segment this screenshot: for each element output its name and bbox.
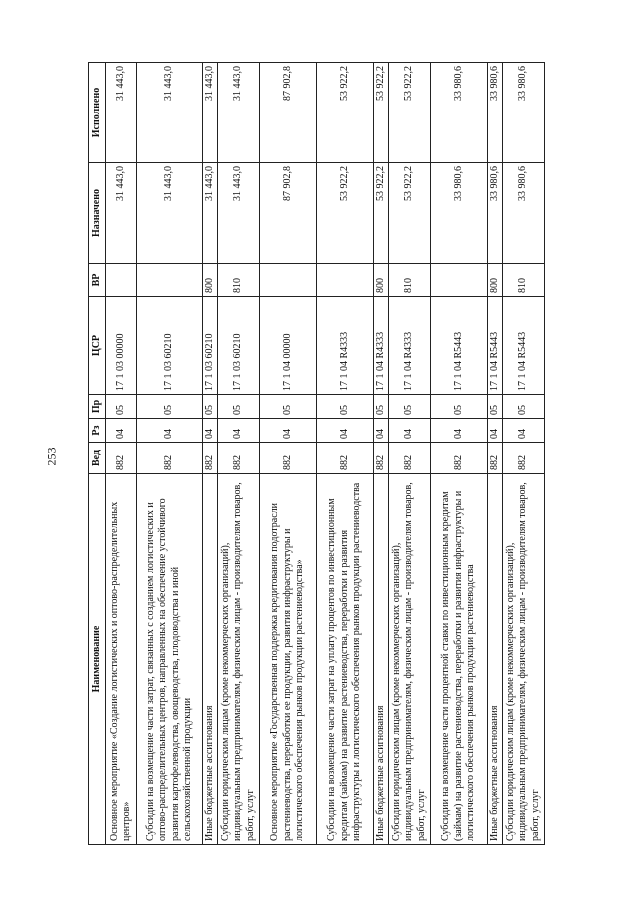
cell-ved: 882: [503, 443, 545, 474]
cell-executed: 33 980,6: [503, 63, 545, 163]
cell-csr: 17 1 03 60210: [203, 297, 218, 395]
cell-executed: 33 980,6: [488, 63, 503, 163]
cell-assigned: 31 443,0: [106, 163, 137, 264]
table-row: [503, 63, 545, 845]
cell-vr: 800: [203, 264, 218, 297]
cell-vr: [317, 264, 374, 297]
cell-pr: 05: [218, 395, 260, 419]
cell-name: Субсидии на возмещение части процентной ставки по инвестиционным кредитам (займам) на развитие растениеводства, переработки и развития инфраструктуры и логистического обеспечения рынков продукции растениеводства: [431, 474, 488, 845]
cell-name: Субсидии на возмещение части затрат, связанных с созданием логистических и оптово-распределительных центров, направленных на обеспечение устойчивого развития картофелеводства, овощеводства, плодоводства и иной сельскохозяйственной продукции: [137, 474, 203, 845]
table-row: [488, 63, 503, 845]
cell-csr: 17 1 04 R4333: [389, 297, 431, 395]
cell-csr: 17 1 03 00000: [106, 297, 137, 395]
cell-csr: 17 1 04 00000: [260, 297, 317, 395]
cell-name: Основное мероприятие «Создание логистических и оптово-распределительных центров»: [106, 474, 137, 845]
cell-rz: 04: [260, 419, 317, 443]
cell-csr: 17 1 04 R5443: [503, 297, 545, 395]
header-assigned: Назначено: [89, 163, 106, 264]
cell-assigned: 33 980,6: [431, 163, 488, 264]
cell-vr: 800: [374, 264, 389, 297]
table-row: [137, 63, 203, 845]
cell-vr: [260, 264, 317, 297]
cell-vr: [106, 264, 137, 297]
cell-name: Субсидии юридическим лицам (кроме некоммерческих организаций), индивидуальным предпринимателям, физическим лицам - производителям товаров, работ, услуг: [218, 474, 260, 845]
cell-executed: 53 922,2: [374, 63, 389, 163]
table-row: [389, 63, 431, 845]
cell-csr: 17 1 04 R4333: [317, 297, 374, 395]
cell-name: Основное мероприятие «Государственная поддержка кредитования подотрасли растениеводства, переработки ее продукции, развития инфраструктуры и логистического обеспечения рынков продукции растениеводства»: [260, 474, 317, 845]
cell-rz: 04: [203, 419, 218, 443]
header-vr: ВР: [89, 264, 106, 297]
cell-ved: 882: [431, 443, 488, 474]
cell-ved: 882: [317, 443, 374, 474]
cell-vr: 810: [389, 264, 431, 297]
table-row: [260, 63, 317, 845]
cell-pr: 05: [431, 395, 488, 419]
cell-vr: [137, 264, 203, 297]
cell-ved: 882: [106, 443, 137, 474]
table-row: [317, 63, 374, 845]
header-rz: Рз: [89, 419, 106, 443]
cell-assigned: 31 443,0: [137, 163, 203, 264]
header-ved: Вед: [89, 443, 106, 474]
budget-table: [88, 62, 545, 845]
cell-rz: 04: [431, 419, 488, 443]
cell-assigned: 87 902,8: [260, 163, 317, 264]
header-name: Наименование: [89, 474, 106, 845]
cell-vr: 810: [503, 264, 545, 297]
table-header-row: [89, 63, 106, 845]
cell-assigned: 33 980,6: [488, 163, 503, 264]
cell-ved: 882: [488, 443, 503, 474]
cell-pr: 05: [137, 395, 203, 419]
cell-assigned: 53 922,2: [389, 163, 431, 264]
cell-pr: 05: [488, 395, 503, 419]
cell-assigned: 53 922,2: [317, 163, 374, 264]
cell-rz: 04: [218, 419, 260, 443]
cell-ved: 882: [389, 443, 431, 474]
page-number: 253: [44, 447, 59, 466]
cell-executed: 33 980,6: [431, 63, 488, 163]
cell-rz: 04: [488, 419, 503, 443]
cell-ved: 882: [203, 443, 218, 474]
cell-assigned: 53 922,2: [374, 163, 389, 264]
cell-pr: 05: [260, 395, 317, 419]
header-csr: ЦСР: [89, 297, 106, 395]
table-row: [431, 63, 488, 845]
cell-executed: 53 922,2: [317, 63, 374, 163]
cell-pr: 05: [317, 395, 374, 419]
cell-vr: 810: [218, 264, 260, 297]
cell-vr: [431, 264, 488, 297]
cell-csr: 17 1 03 60210: [218, 297, 260, 395]
table-row: [374, 63, 389, 845]
cell-name: Иные бюджетные ассигнования: [203, 474, 218, 845]
table-row: [218, 63, 260, 845]
cell-ved: 882: [137, 443, 203, 474]
header-executed: Исполнено: [89, 63, 106, 163]
cell-rz: 04: [317, 419, 374, 443]
cell-executed: 31 443,0: [106, 63, 137, 163]
cell-csr: 17 1 04 R5443: [431, 297, 488, 395]
cell-csr: 17 1 03 60210: [137, 297, 203, 395]
cell-vr: 800: [488, 264, 503, 297]
cell-assigned: 33 980,6: [503, 163, 545, 264]
header-pr: Пр: [89, 395, 106, 419]
cell-ved: 882: [374, 443, 389, 474]
cell-name: Субсидии юридическим лицам (кроме некоммерческих организаций), индивидуальным предпринимателям, физическим лицам - производителям товаров, работ, услуг: [503, 474, 545, 845]
cell-csr: 17 1 04 R4333: [374, 297, 389, 395]
cell-executed: 87 902,8: [260, 63, 317, 163]
rotated-table-frame: [88, 63, 541, 845]
cell-pr: 05: [503, 395, 545, 419]
cell-pr: 05: [374, 395, 389, 419]
cell-pr: 05: [389, 395, 431, 419]
cell-rz: 04: [106, 419, 137, 443]
cell-csr: 17 1 04 R5443: [488, 297, 503, 395]
cell-assigned: 31 443,0: [218, 163, 260, 264]
cell-name: Иные бюджетные ассигнования: [374, 474, 389, 845]
cell-name: Субсидии юридическим лицам (кроме некоммерческих организаций), индивидуальным предпринимателям, физическим лицам - производителям товаров, работ, услуг: [389, 474, 431, 845]
cell-rz: 04: [389, 419, 431, 443]
cell-pr: 05: [106, 395, 137, 419]
cell-rz: 04: [374, 419, 389, 443]
cell-pr: 05: [203, 395, 218, 419]
rotated-page-container: [88, 63, 541, 845]
cell-ved: 882: [218, 443, 260, 474]
cell-name: Иные бюджетные ассигнования: [488, 474, 503, 845]
cell-executed: 31 443,0: [203, 63, 218, 163]
cell-executed: 53 922,2: [389, 63, 431, 163]
table-row: [106, 63, 137, 845]
table-row: [203, 63, 218, 845]
cell-executed: 31 443,0: [218, 63, 260, 163]
cell-executed: 31 443,0: [137, 63, 203, 163]
cell-assigned: 31 443,0: [203, 163, 218, 264]
cell-rz: 04: [503, 419, 545, 443]
cell-rz: 04: [137, 419, 203, 443]
cell-name: Субсидии на возмещение части затрат на уплату процентов по инвестиционным кредитам (займам) на развитие растениеводства, переработки и развития инфраструктуры и логистического обеспечения рынков продукции растениеводства: [317, 474, 374, 845]
cell-ved: 882: [260, 443, 317, 474]
